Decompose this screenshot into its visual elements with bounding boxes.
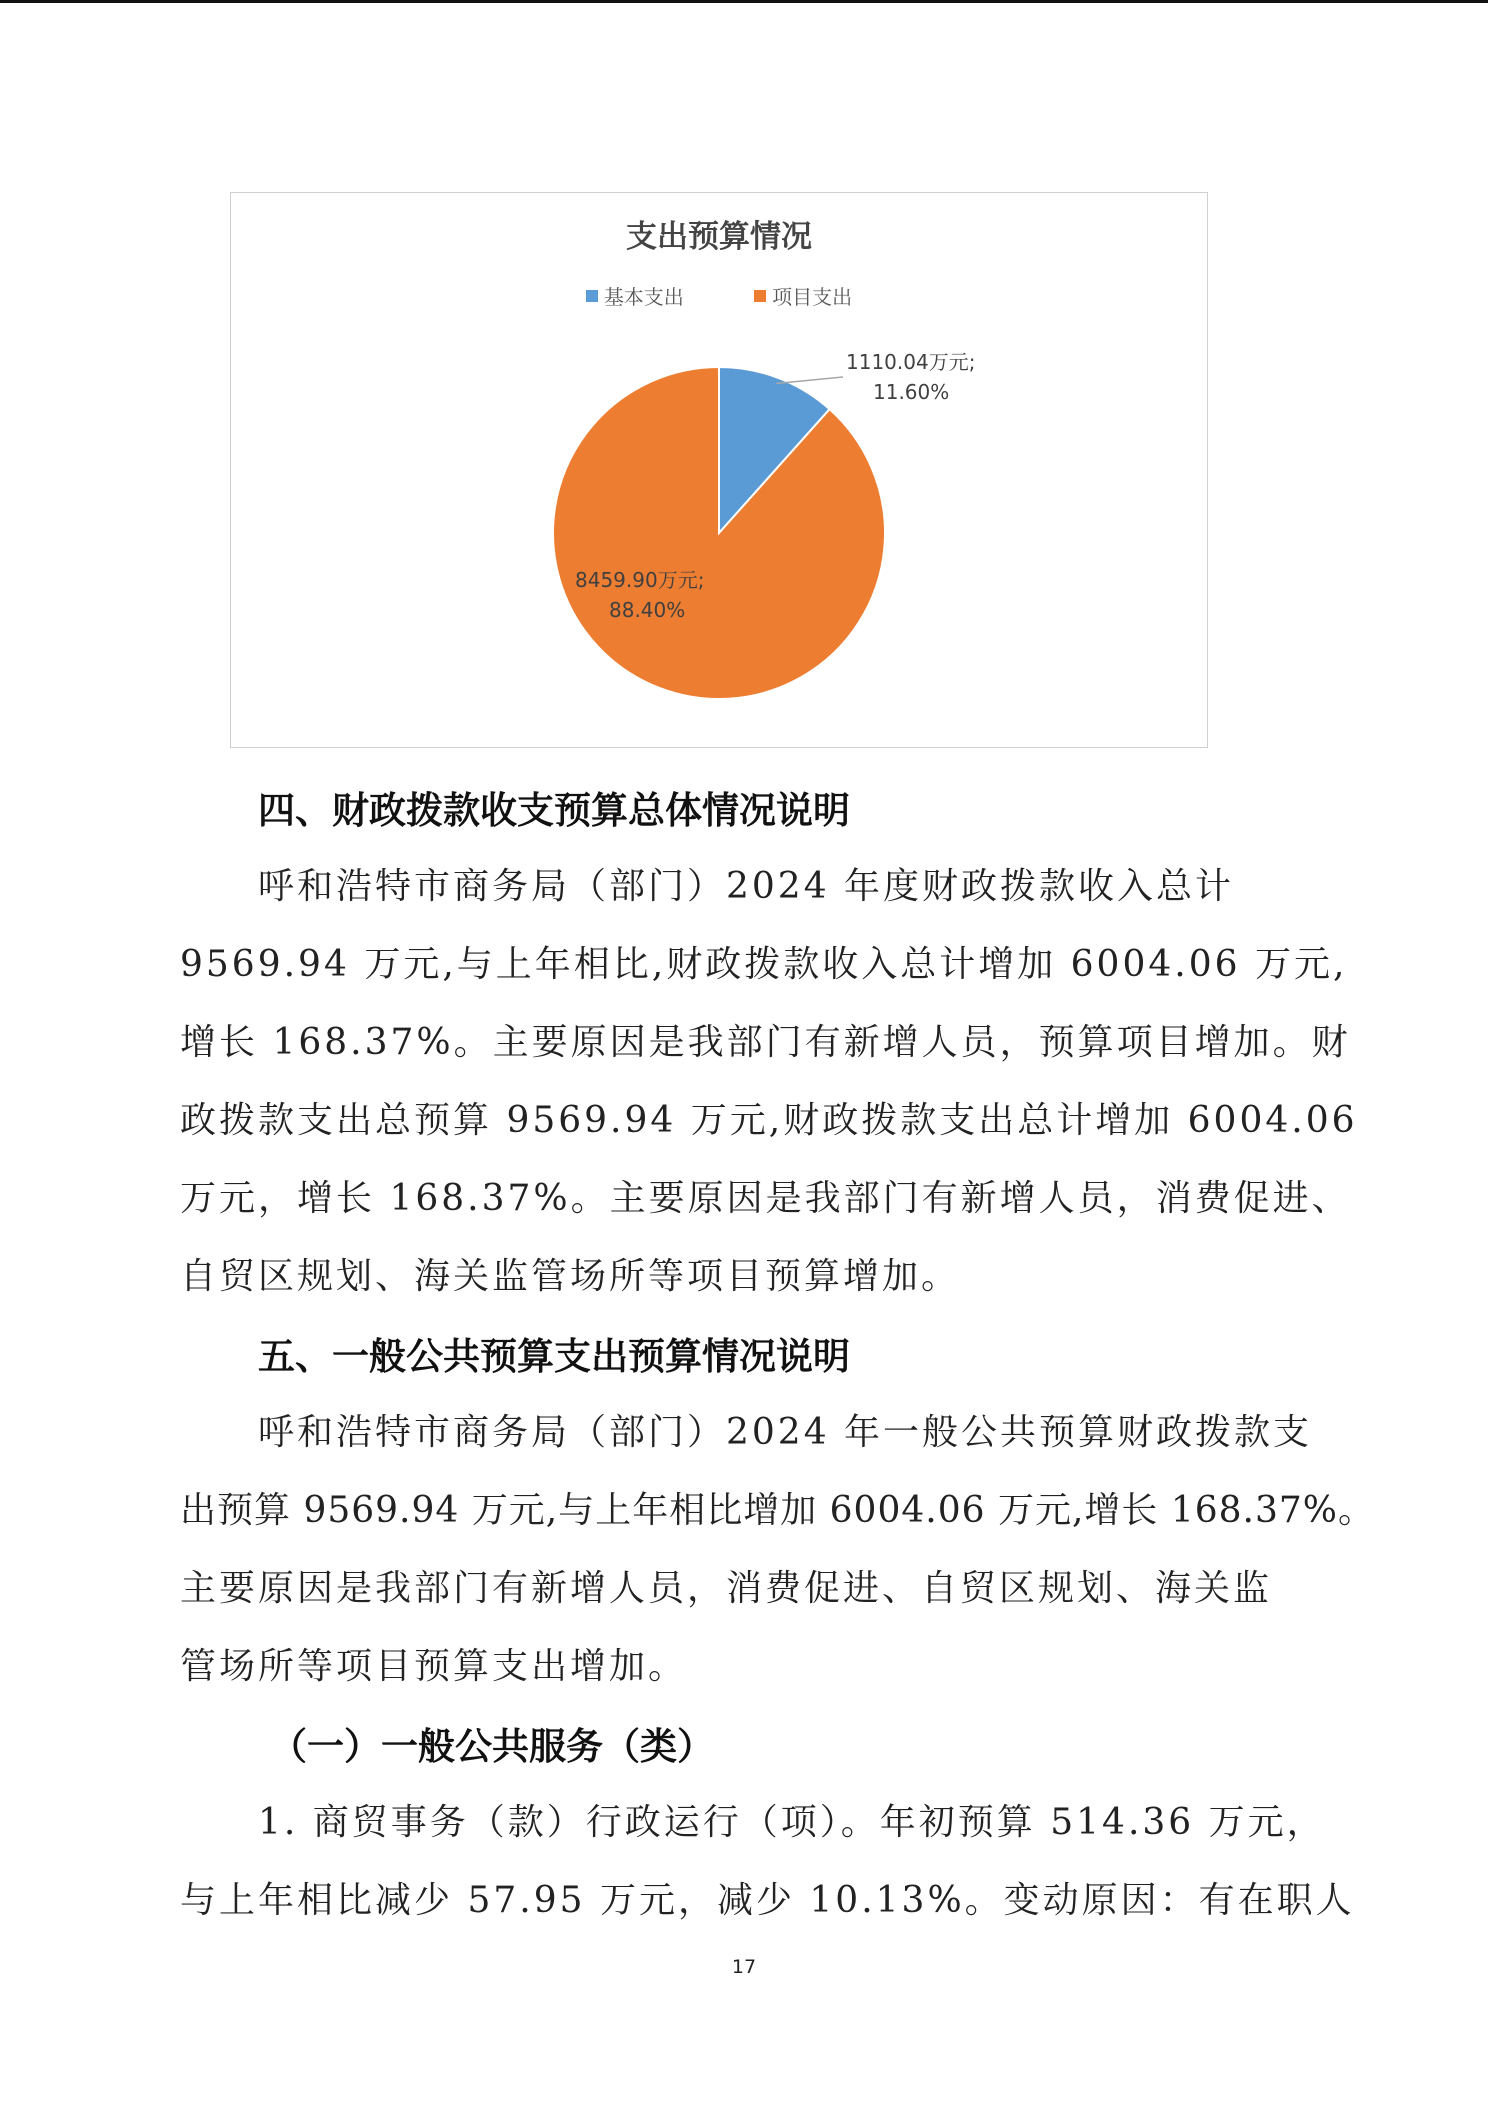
page-top-rule (0, 0, 1488, 3)
paragraph-line: 呼和浩特市商务局（部门）2024 年一般公共预算财政拨款支 (258, 1412, 1313, 1453)
section-heading-5: 五、一般公共预算支出预算情况说明 (258, 1335, 850, 1378)
paragraph-line: 自贸区规划、海关监管场所等项目预算增加。 (180, 1256, 961, 1297)
slice-label-project-percent: 88.40% (609, 598, 686, 622)
paragraph-line: 出预算 9569.94 万元,与上年相比增加 6004.06 万元,增长 168.37%。 (180, 1490, 1376, 1531)
legend-label-basic: 基本支出 (603, 285, 684, 309)
paragraph-line: 政拨款支出总预算 9569.94 万元,财政拨款支出总计增加 6004.06 (180, 1100, 1358, 1141)
section-heading-4: 四、财政拨款收支预算总体情况说明 (258, 789, 850, 832)
paragraph-line: 9569.94 万元,与上年相比,财政拨款收入总计增加 6004.06 万元, (180, 944, 1348, 985)
paragraph-line: 呼和浩特市商务局（部门）2024 年度财政拨款收入总计 (258, 866, 1235, 907)
legend-label-project: 项目支出 (772, 285, 853, 309)
paragraph-line: 1. 商贸事务（款）行政运行（项）。年初预算 514.36 万元， (258, 1802, 1326, 1843)
slice-label-basic-percent: 11.60% (873, 380, 950, 404)
slice-label-project-value: 8459.90万元; (575, 568, 705, 592)
paragraph-line: 管场所等项目预算支出增加。 (180, 1646, 688, 1687)
page-number: 17 (731, 1956, 757, 1978)
paragraph-line: 增长 168.37%。主要原因是我部门有新增人员，预算项目增加。财 (180, 1022, 1351, 1063)
chart-title: 支出预算情况 (626, 219, 812, 255)
subsection-heading-1: （一）一般公共服务（类） (270, 1725, 714, 1768)
slice-label-basic-value: 1110.04万元; (846, 350, 976, 374)
paragraph-line: 与上年相比减少 57.95 万元，减少 10.13%。变动原因：有在职人 (180, 1880, 1355, 1921)
pie-chart (230, 192, 1208, 748)
pie-svg (231, 193, 1207, 747)
paragraph-line: 主要原因是我部门有新增人员，消费促进、自贸区规划、海关监 (180, 1568, 1273, 1609)
pie-slice-project (553, 367, 885, 699)
paragraph-line: 万元，增长 168.37%。主要原因是我部门有新增人员，消费促进、 (180, 1178, 1351, 1219)
